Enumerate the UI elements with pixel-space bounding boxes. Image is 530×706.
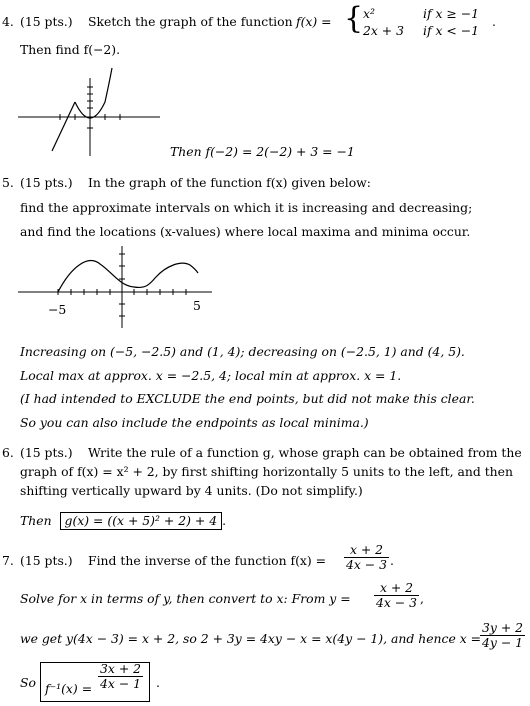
problem-line: graph of f(x) = x² + 2, by first shifting horizontally 5 units to the left, and then: [20, 464, 513, 479]
points-label: (15 pts.): [20, 445, 73, 460]
x-fraction: [480, 622, 525, 650]
comma: ,: [420, 591, 424, 606]
numerator: 3y + 2: [482, 620, 524, 635]
problem-4-answer: Then f(−2) = 2(−2) + 3 = −1: [170, 144, 355, 159]
problem-number: 7.: [2, 553, 14, 568]
denominator: 4x − 3: [376, 595, 418, 611]
problem-line: and find the locations (x-values) where local maxima and minima occur.: [20, 224, 471, 239]
points-label: (15 pts.): [20, 14, 73, 29]
problem-prompt: Sketch the graph of the function: [88, 14, 293, 29]
tick-label-neg: −5: [48, 302, 67, 317]
inverse-answer-line: [0, 662, 530, 704]
function-label: f(x) =: [296, 14, 332, 29]
answer-box: [40, 662, 150, 702]
period: .: [390, 553, 394, 568]
points-label: (15 pts.): [20, 553, 73, 568]
problem-prompt: In the graph of the function f(x) given below:: [88, 175, 371, 190]
inverse-fraction: [98, 663, 143, 691]
numerator: x + 2: [344, 544, 389, 558]
tick-label-pos: 5: [193, 298, 201, 313]
points-label: (15 pts.): [20, 175, 73, 190]
case1-expression: x²: [363, 6, 375, 21]
answer-line: So you can also include the endpoints as local minima.): [20, 415, 369, 430]
answer-line: Local max at approx. x = −2.5, 4; local min at approx. x = 1.: [20, 368, 402, 383]
answer-box: g(x) = ((x + 5)² + 2) + 4: [60, 512, 223, 530]
answer-line: Increasing on (−5, −2.5) and (1, 4); decreasing on (−2.5, 1) and (4, 5).: [20, 344, 465, 359]
problem-number: 4.: [2, 14, 14, 29]
parabola-piece: [75, 68, 112, 118]
problem-number: 6.: [2, 445, 14, 460]
problem-6-answer: [20, 512, 226, 530]
numerator: x + 2: [374, 582, 419, 596]
problem-4-header: [0, 1, 530, 38]
problem-prompt: Write the rule of a function g, whose graph can be obtained from the: [88, 445, 522, 460]
denominator: 4x − 1: [100, 676, 142, 692]
function-graph: [16, 242, 216, 332]
period: .: [156, 675, 160, 690]
case2-expression: 2x + 3: [363, 23, 405, 38]
function-fraction: [344, 544, 389, 572]
piecewise-brace: {: [344, 1, 364, 36]
solve-line: [0, 582, 530, 616]
numerator: 3x + 2: [100, 661, 142, 676]
problem-prompt: Find the inverse of the function f(x) =: [88, 553, 327, 568]
problem-7-header: [0, 544, 530, 578]
problem-line: shifting vertically upward by 4 units. (Do not simplify.): [20, 483, 363, 498]
denominator: 4x − 3: [346, 557, 388, 573]
period: .: [492, 14, 496, 29]
piecewise-graph: [16, 64, 166, 160]
problem-number: 5.: [2, 175, 14, 190]
so-label: So: [20, 675, 36, 690]
then-find-line: Then find f(−2).: [20, 42, 121, 57]
we-get-text: we get y(4x − 3) = x + 2, so 2 + 3y = 4xy − x = x(4y − 1), and hence x =: [20, 631, 482, 646]
case2-condition: if x < −1: [423, 23, 479, 38]
answer-line: (I had intended to EXCLUDE the end points, but did not make this clear.: [20, 391, 475, 406]
solve-text: Solve for x in terms of y, then convert to x: From y =: [20, 591, 351, 606]
problem-line: find the approximate intervals on which it is increasing and decreasing;: [20, 200, 473, 215]
linear-piece: [52, 102, 75, 151]
then-label: Then: [20, 513, 52, 528]
period: .: [222, 513, 227, 528]
inverse-lhs: f⁻¹(x) =: [45, 681, 93, 697]
we-get-line: [0, 622, 530, 656]
y-fraction: [374, 582, 419, 610]
denominator: 4y − 1: [482, 635, 524, 651]
case1-condition: if x ≥ −1: [423, 6, 479, 21]
curve: [58, 261, 198, 292]
